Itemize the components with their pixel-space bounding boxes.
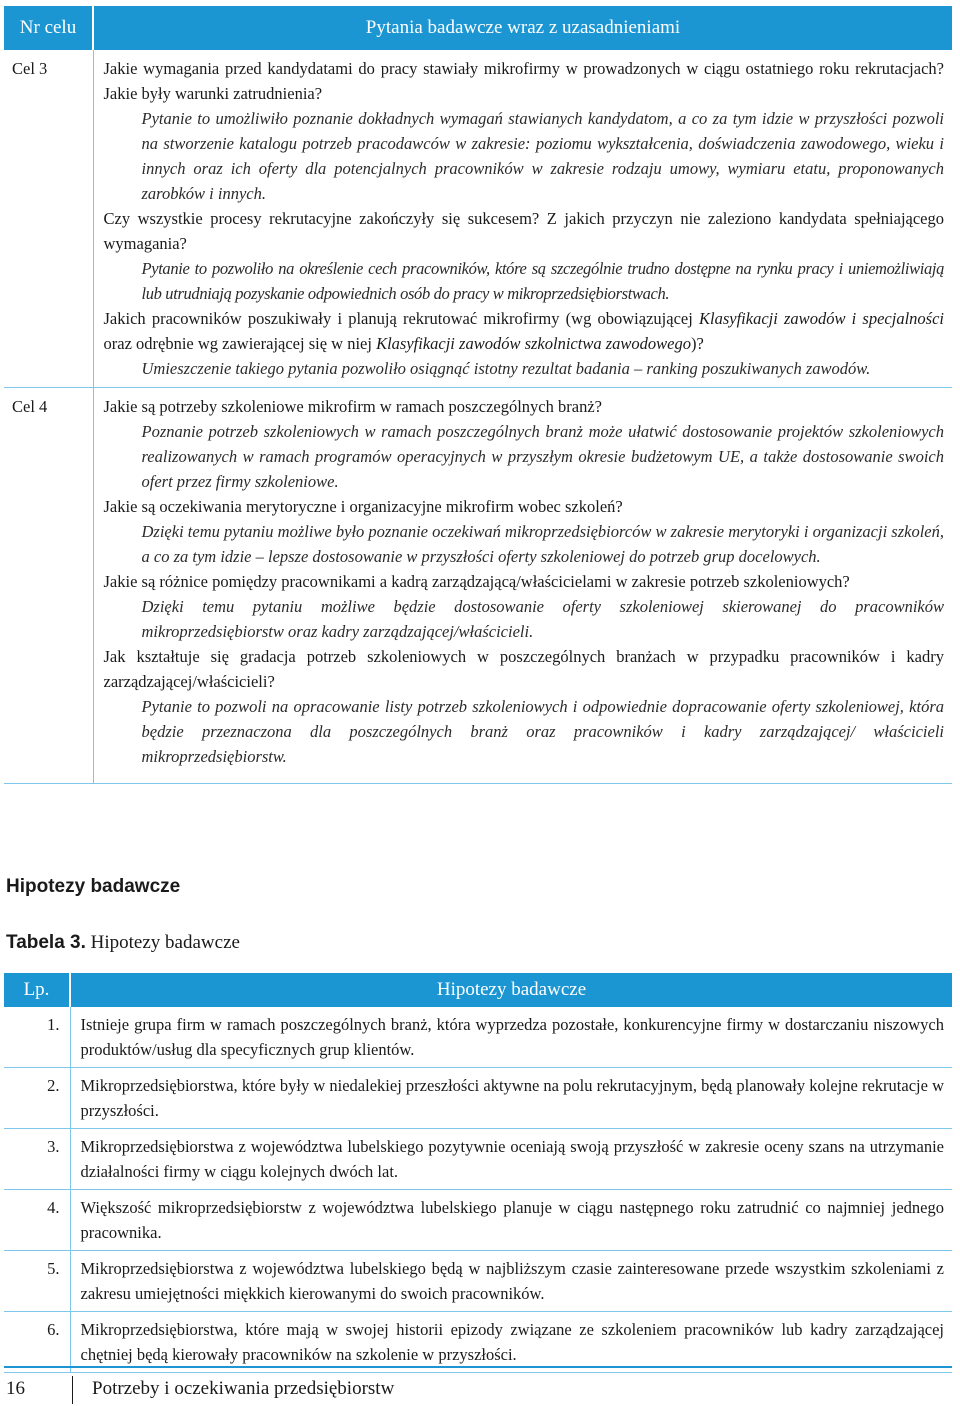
question-rationale: Dzięki temu pytaniu możliwe było poznanie oczekiwań mikroprzedsiębiorców w zakresie merytoryki i organizacji szkoleń, a co za tym idzie – lepsze dostosowanie w przyszłości oferty szkoleniowej do potrzeb grup docelowych. [141,522,944,566]
table-row-goal-3 [4,50,952,388]
research-question: Jak kształtuje się gradacja potrzeb szkoleniowych w poszczególnych branżach w przypadku pracowników i kadry zarządzającej/właścicieli? [103,647,944,691]
table-row [4,1251,952,1312]
question-rationale: Pytanie to pozwoliło na określenie cech pracowników, które są szczególnie trudno dostępne na rynku pracy i uniemożliwiają lub utrudniają pozyskanie odpowiednich osób do pracy w mikroprzedsiębiorstwach. [141,259,944,303]
hypothesis-text: Mikroprzedsiębiorstwa z województwa lubelskiego będą w najbliższym czasie zainteresowane przede wszystkim szkoleniami z zakresu umiejętności miękkich kierowanymi do swoich pracowników. [70,1251,952,1312]
header-goal-number: Nr celu [4,6,93,50]
goal-label: Cel 4 [4,388,93,784]
header-lp: Lp. [4,973,70,1007]
hypothesis-text: Większość mikroprzedsiębiorstw z województwa lubelskiego planuje w ciągu następnego roku zatrudnić co najmniej jednego pracownika. [70,1190,952,1251]
hypotheses-table [4,973,952,1373]
research-question: Czy wszystkie procesy rekrutacyjne zakończyły się sukcesem? Z jakich przyczyn nie zaleziono kandydata spełniającego wymagania? [103,209,944,253]
hypothesis-text: Mikroprzedsiębiorstwa, które były w niedalekiej przeszłości aktywne na polu rekrutacyjnym, będą planowały kolejne rekrutacje w przyszłości. [70,1068,952,1129]
header-hypotheses: Hipotezy badawcze [70,973,952,1007]
question-rationale: Poznanie potrzeb szkoleniowych w ramach poszczególnych branż może ułatwić dostosowanie projektów szkoleniowych realizowanych w ramach programów operacyjnych w przyszłym okresie budżetowym UE, a także dostosowanie swoich ofert przez firmy szkoleniowe. [141,422,944,491]
page-number: 16 [6,1378,25,1399]
row-number: 1. [4,1007,70,1068]
hypothesis-text: Istnieje grupa firm w ramach poszczególnych branż, która wyprzedza pozostałe, konkurencyjne firmy w dostarczaniu niszowych produktów/usług dla specyficznych grup klientów. [70,1007,952,1068]
table-row [4,1129,952,1190]
goal-4-content [93,388,952,784]
table-row [4,1312,952,1373]
footer-title: Potrzeby i oczekiwania przedsiębiorstw [92,1378,395,1399]
table-row [4,1068,952,1129]
row-number: 6. [4,1312,70,1373]
question-rationale: Dzięki temu pytaniu możliwe będzie dostosowanie oferty szkoleniowej skierowanej do pracowników mikroprzedsiębiorstw oraz kadry zarządzającej/właścicieli. [141,597,944,641]
caption-label: Tabela 3. [6,932,86,953]
section-heading: Hipotezy badawcze [6,876,181,897]
row-number: 3. [4,1129,70,1190]
goal-label: Cel 3 [4,50,93,388]
footer-separator [72,1376,73,1404]
hypothesis-text: Mikroprzedsiębiorstwa, które mają w swojej historii epizody związane ze szkoleniem pracowników lub kadry zarządzającej chętniej będą kierowały pracowników na szkolenie w przyszłości. [70,1312,952,1373]
research-question: Jakie są potrzeby szkoleniowe mikrofirm w ramach poszczególnych branż? [103,397,602,416]
goal-3-content [93,50,952,388]
table-row-goal-4 [4,388,952,784]
table-row [4,1190,952,1251]
table-row [4,1007,952,1068]
research-question: Jakie są oczekiwania merytoryczne i organizacyjne mikrofirm wobec szkoleń? [103,497,623,516]
question-rationale: Umieszczenie takiego pytania pozwoliło osiągnąć istotny rezultat badania – ranking poszukiwanych zawodów. [141,359,871,378]
research-question: Jakie wymagania przed kandydatami do pracy stawiały mikrofirmy w prowadzonych w ciągu ostatniego roku rekrutacjach? Jakie były warunki zatrudnienia? [103,59,944,103]
row-number: 2. [4,1068,70,1129]
research-question: Jakich pracowników poszukiwały i planują rekrutować mikrofirmy (wg obowiązującej Klasyfikacji zawodów i specjalności oraz odrębnie wg zawierającej się w niej Klasyfikacji zawodów szkolnictwa zawodowego)? [103,309,944,353]
row-number: 4. [4,1190,70,1251]
hypothesis-text: Mikroprzedsiębiorstwa z województwa lubelskiego pozytywnie oceniają swoją przyszłość w zakresie oceny szans na utrzymanie działalności firmy w ciągu kolejnych dwóch lat. [70,1129,952,1190]
research-questions-table [4,6,952,784]
question-rationale: Pytanie to umożliwiło poznanie dokładnych wymagań stawianych kandydatom, a co za tym idzie w przyszłości pozwoli na stworzenie katalogu potrzeb pracodawców w zakresie: poziomu wykształcenia, doświadczenia zawodowego, wieku i innych oraz ich oferty dla potencjalnych pracowników w zakresie rodzaju umowy, wymiaru etatu, proponowanych zarobków i innych. [141,109,944,203]
footer-rule [4,1366,952,1368]
header-research-questions: Pytania badawcze wraz z uzasadnieniami [93,6,952,50]
caption-text: Hipotezy badawcze [90,932,240,953]
row-number: 5. [4,1251,70,1312]
question-rationale: Pytanie to pozwoli na opracowanie listy potrzeb szkoleniowych i odpowiednie dopracowanie oferty szkoleniowej, która będzie przeznaczona dla poszczególnych branż oraz pracowników i kadry zarządzającej/ właścicieli mikroprzedsiębiorstw. [141,697,944,766]
research-question: Jakie są różnice pomiędzy pracownikami a kadrą zarządzającą/właścicielami w zakresie potrzeb szkoleniowych? [103,572,850,591]
table-caption [6,932,240,954]
